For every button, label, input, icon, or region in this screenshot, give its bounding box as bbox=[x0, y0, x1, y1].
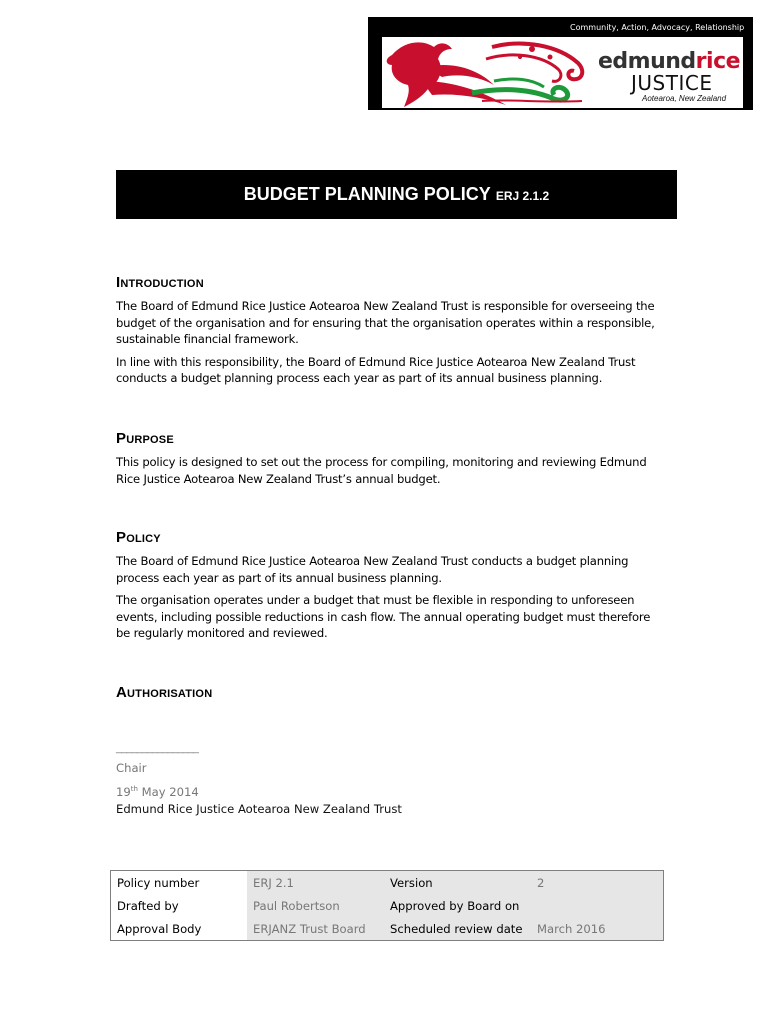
section-introduction bbox=[116, 274, 661, 387]
logo-justice: JUSTICE bbox=[631, 71, 713, 95]
table-value: March 2016 bbox=[531, 917, 664, 941]
table-value: Paul Robertson bbox=[247, 894, 384, 917]
logo-name: edmundrice bbox=[598, 49, 741, 74]
table-label: Policy number bbox=[111, 871, 248, 895]
table-row bbox=[111, 917, 664, 941]
policy-details-table bbox=[110, 870, 664, 941]
heading-purpose: Purpose bbox=[116, 430, 174, 447]
logo-tagline: Community, Action, Advocacy, Relationship bbox=[570, 23, 745, 32]
section-purpose bbox=[116, 430, 661, 487]
table-value bbox=[531, 894, 664, 917]
table-value: ERJANZ Trust Board bbox=[247, 917, 384, 941]
table-row bbox=[111, 894, 664, 917]
heading-introduction: Introduction bbox=[116, 274, 204, 291]
signatory-role: Chair bbox=[116, 761, 147, 775]
logo-panel bbox=[382, 37, 743, 108]
section-authorisation bbox=[116, 684, 661, 701]
section-policy bbox=[116, 529, 661, 642]
policy-paragraph-2: The organisation operates under a budget that must be flexible in responding to unforeseen events, including possible reductions in cash flow. The annual operating budget must therefore be regularly monitored and reviewed. bbox=[116, 593, 651, 640]
introduction-paragraph-2: In line with this responsibility, the Board of Edmund Rice Justice Aotearoa New Zealand Trust conducts a budget planning process each year as part of its annual business planning. bbox=[116, 354, 636, 385]
table-value: ERJ 2.1 bbox=[247, 871, 384, 895]
table-label: Drafted by bbox=[111, 894, 248, 917]
table-label: Version bbox=[384, 871, 531, 895]
edmund-rice-justice-logo bbox=[368, 17, 753, 110]
table-label: Approval Body bbox=[111, 917, 248, 941]
heading-authorisation: Authorisation bbox=[116, 684, 213, 701]
heading-policy: Policy bbox=[116, 529, 161, 546]
document-code: ERJ 2.1.2 bbox=[495, 188, 550, 203]
table-value: 2 bbox=[531, 871, 664, 895]
purpose-paragraph-1: This policy is designed to set out the process for compiling, monitoring and reviewing Edmund Rice Justice Aotearoa New Zealand Trust’s annual budget. bbox=[116, 455, 647, 486]
signature-date: 19th May 2014 bbox=[116, 785, 199, 799]
bird-fern-logo-icon bbox=[382, 37, 597, 108]
document-title: BUDGET PLANNING POLICY bbox=[243, 184, 491, 204]
table-row bbox=[111, 871, 664, 895]
introduction-paragraph-1: The Board of Edmund Rice Justice Aotearoa New Zealand Trust is responsible for overseeing the budget of the organisation and for ensuring that the organisation operates within a responsible, sustainable financial framework. bbox=[116, 299, 655, 346]
table-label: Approved by Board on bbox=[384, 894, 531, 917]
logo-place: Aotearoa, New Zealand bbox=[642, 94, 727, 103]
document-title-bar bbox=[116, 170, 677, 219]
policy-paragraph-1: The Board of Edmund Rice Justice Aotearoa New Zealand Trust conducts a budget planning process each year as part of its annual business planning. bbox=[116, 554, 629, 585]
signature-line: ________________ bbox=[116, 742, 198, 754]
table-label: Scheduled review date bbox=[384, 917, 531, 941]
signatory-organisation: Edmund Rice Justice Aotearoa New Zealand Trust bbox=[116, 802, 402, 816]
